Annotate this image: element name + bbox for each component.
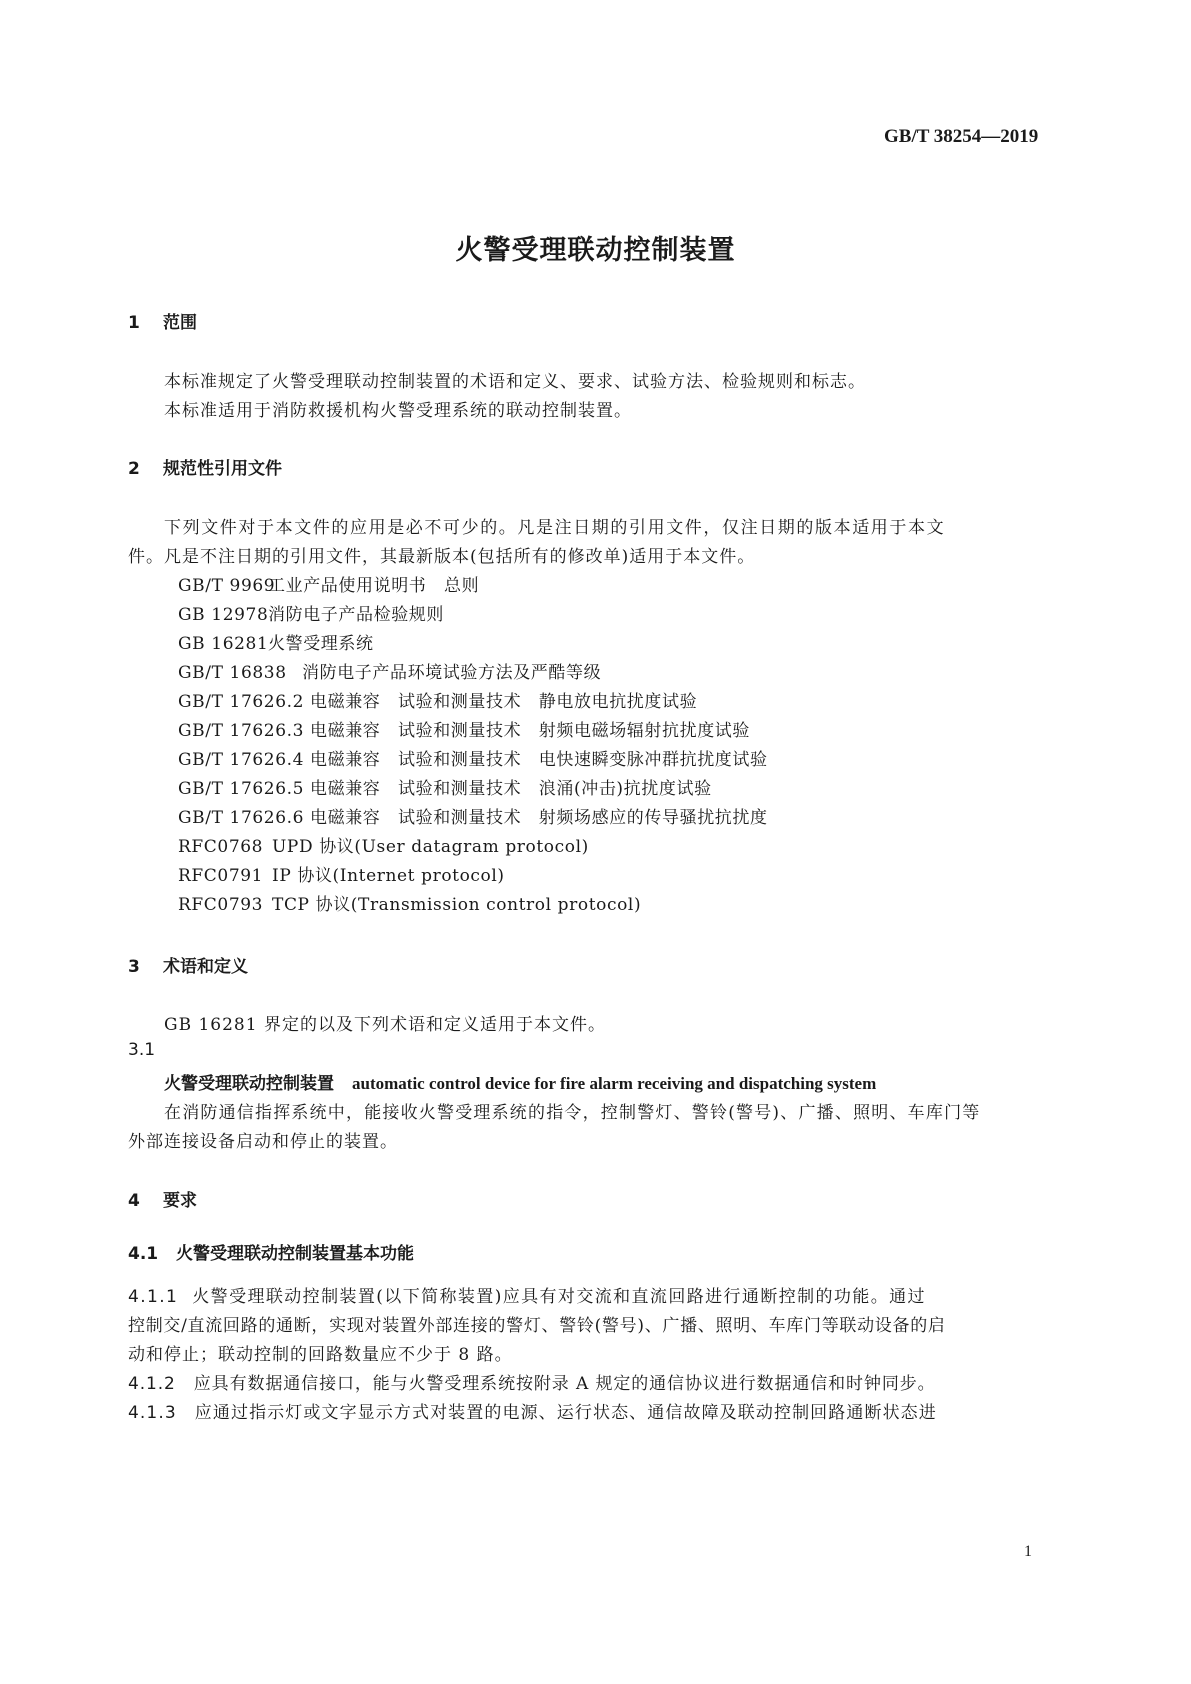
reference-title: UPD 协议(User datagram protocol) (272, 837, 589, 857)
reference-item (178, 745, 768, 770)
reference-title: 火警受理系统 (268, 634, 374, 654)
reference-title: 电磁兼容 试验和测量技术 射频电磁场辐射抗扰度试验 (310, 721, 750, 741)
section-number: 4 (128, 1191, 140, 1211)
section-3-heading (128, 952, 248, 977)
document-title: 火警受理联动控制装置 (455, 235, 736, 266)
reference-code: GB/T 17626.6 (178, 808, 305, 828)
clause-4-1-3 (128, 1398, 937, 1423)
term-definition-line-1: 在消防通信指挥系统中，能接收火警受理系统的指令，控制警灯、警铃(警号)、广播、照明、车库门等 (164, 1103, 981, 1123)
section-title: 术语和定义 (163, 957, 248, 977)
section-number: 1 (128, 313, 140, 333)
clause-4-1-1-line-1 (128, 1282, 926, 1307)
reference-title: 工业产品使用说明书 总则 (268, 576, 480, 596)
reference-item (178, 861, 505, 886)
reference-title: 电磁兼容 试验和测量技术 静电放电抗扰度试验 (310, 692, 698, 712)
clause-4-1-2 (128, 1369, 936, 1394)
subsection-number: 4.1 (128, 1244, 159, 1264)
section-title: 范围 (163, 313, 197, 333)
term-chinese: 火警受理联动控制装置 (164, 1074, 334, 1094)
clause-4-1-1-line-2: 控制交/直流回路的通断，实现对装置外部连接的警灯、警铃(警号)、广播、照明、车库门等联动设备的启 (128, 1316, 946, 1336)
reference-title: 电磁兼容 试验和测量技术 射频场感应的传导骚扰抗扰度 (310, 808, 768, 828)
reference-item (178, 658, 601, 683)
reference-code: GB/T 17626.3 (178, 721, 305, 741)
reference-code: RFC0768 (178, 837, 264, 857)
subsection-4-1-heading (128, 1239, 414, 1264)
reference-title: 消防电子产品环境试验方法及严酷等级 (302, 663, 602, 683)
term-number: 3.1 (128, 1040, 156, 1060)
reference-item (178, 716, 750, 741)
reference-code: GB/T 17626.4 (178, 750, 305, 770)
references-intro-line-1: 下列文件对于本文件的应用是必不可少的。凡是注日期的引用文件，仅注日期的版本适用于本文 (164, 518, 946, 538)
term-english: automatic control device for fire alarm receiving and dispatching system (352, 1074, 877, 1093)
reference-code: GB/T 9969 (178, 576, 276, 596)
term-entry (164, 1069, 876, 1094)
terms-intro: GB 16281 界定的以及下列术语和定义适用于本文件。 (164, 1015, 606, 1035)
clause-number: 4.1.1 (128, 1287, 179, 1307)
reference-item (178, 832, 589, 857)
reference-code: GB 16281 (178, 634, 269, 654)
page-number: 1 (1024, 1543, 1032, 1560)
section-number: 2 (128, 459, 140, 479)
section-4-heading (128, 1186, 197, 1211)
clause-number: 4.1.2 (128, 1374, 176, 1394)
reference-item (178, 774, 712, 799)
reference-item (178, 600, 444, 625)
clause-number: 4.1.3 (128, 1403, 177, 1423)
reference-title: IP 协议(Internet protocol) (272, 866, 505, 886)
section-1-heading (128, 308, 197, 333)
section-title: 规范性引用文件 (163, 459, 282, 479)
section-title: 要求 (163, 1191, 197, 1211)
reference-title: 电磁兼容 试验和测量技术 浪涌(冲击)抗扰度试验 (310, 779, 712, 799)
term-definition-line-2: 外部连接设备启动和停止的装置。 (128, 1132, 398, 1152)
clause-text: 应通过指示灯或文字显示方式对装置的电源、运行状态、通信故障及联动控制回路通断状态进 (194, 1403, 937, 1423)
scope-paragraph-2: 本标准适用于消防救援机构火警受理系统的联动控制装置。 (164, 401, 632, 421)
reference-item (178, 687, 697, 712)
reference-code: GB/T 17626.5 (178, 779, 305, 799)
reference-item (178, 890, 641, 915)
reference-code: RFC0791 (178, 866, 264, 886)
clause-4-1-1-line-3: 动和停止；联动控制的回路数量应不少于 8 路。 (128, 1345, 513, 1365)
reference-item (178, 571, 479, 596)
reference-title: 消防电子产品检验规则 (268, 605, 444, 625)
clause-text: 应具有数据通信接口，能与火警受理系统按附录 A 规定的通信协议进行数据通信和时钟同步。 (193, 1374, 936, 1394)
standard-code: GB/T 38254—2019 (884, 126, 1039, 147)
section-2-heading (128, 454, 282, 479)
reference-code: GB/T 16838 (178, 663, 287, 683)
reference-item (178, 803, 768, 828)
subsection-title: 火警受理联动控制装置基本功能 (176, 1244, 414, 1264)
reference-item (178, 629, 374, 654)
reference-code: GB 12978 (178, 605, 269, 625)
reference-title: TCP 协议(Transmission control protocol) (272, 895, 642, 915)
references-intro-line-2: 件。凡是不注日期的引用文件，其最新版本(包括所有的修改单)适用于本文件。 (128, 547, 756, 567)
reference-title: 电磁兼容 试验和测量技术 电快速瞬变脉冲群抗扰度试验 (310, 750, 768, 770)
section-number: 3 (128, 957, 140, 977)
reference-code: RFC0793 (178, 895, 264, 915)
clause-text: 火警受理联动控制装置(以下简称装置)应具有对交流和直流回路进行通断控制的功能。通过 (192, 1287, 926, 1307)
scope-paragraph-1: 本标准规定了火警受理联动控制装置的术语和定义、要求、试验方法、检验规则和标志。 (164, 372, 866, 392)
reference-code: GB/T 17626.2 (178, 692, 305, 712)
